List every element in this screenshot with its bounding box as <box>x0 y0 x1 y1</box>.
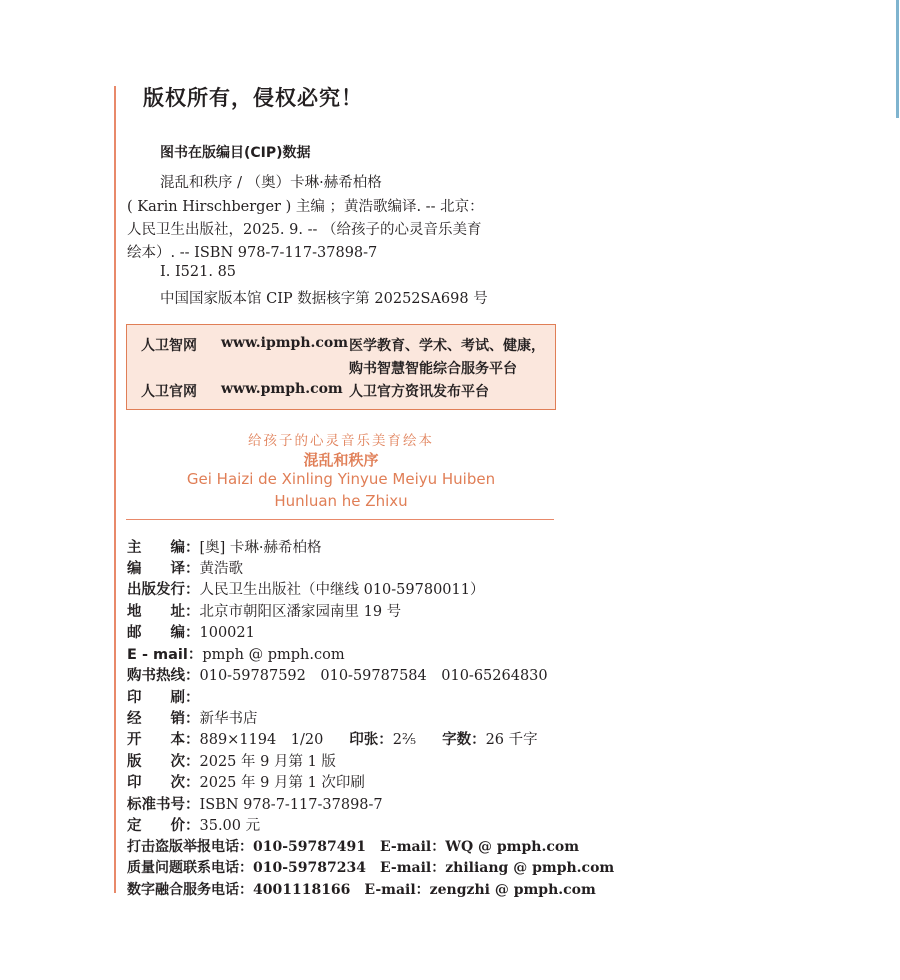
postcode-value: 100021 <box>199 625 255 641</box>
colophon-printer <box>127 686 200 707</box>
colophon-edition <box>127 750 336 771</box>
email-label: E - mail： <box>127 647 203 663</box>
platform-desc-ipmph-1: 医学教育、学术、考试、健康， <box>349 338 545 354</box>
price-label: 定 价： <box>127 818 200 834</box>
printer-label: 印 刷： <box>127 690 200 706</box>
publisher-label: 出版发行： <box>127 582 200 598</box>
colophon-format <box>127 728 538 749</box>
price-value: 35.00 元 <box>199 818 261 834</box>
left-margin-rule <box>114 86 116 893</box>
book-title-pinyin: Hunluan he Zhixu <box>274 492 408 510</box>
address-label: 地 址： <box>127 604 200 620</box>
words-value: 26 千字 <box>485 732 538 748</box>
title-divider <box>126 519 554 520</box>
editor-value: [奥] 卡琳·赫希柏格 <box>199 540 322 556</box>
platform-url-ipmph: www.ipmph.com <box>221 335 349 351</box>
colophon-hotline <box>127 664 548 685</box>
cip-line-6: 中国国家版本馆 CIP 数据核字第 20252SA698 号 <box>160 291 488 307</box>
sheets-label: 印张： <box>349 732 393 748</box>
editor-label: 主 编： <box>127 540 200 556</box>
digital-service-line: 数字融合服务电话：4001118166 E-mail：zengzhi @ pmph.com <box>127 882 596 898</box>
anti-piracy-line: 打击盗版举报电话：010-59787491 E-mail：WQ @ pmph.com <box>127 839 580 855</box>
printing-label: 印 次： <box>127 775 200 791</box>
postcode-label: 邮 编： <box>127 625 200 641</box>
platform-name-ipmph: 人卫智网 <box>141 338 197 354</box>
platform-desc-pmph: 人卫官方资讯发布平台 <box>349 384 489 400</box>
hotline-value: 010-59787592 010-59787584 010-65264830 <box>199 668 548 684</box>
colophon-translator <box>127 557 243 578</box>
colophon-distributor <box>127 707 258 728</box>
format-label: 开 本： <box>127 732 200 748</box>
colophon-editor <box>127 536 322 557</box>
cip-line-2: ( Karin Hirschberger ) 主编 ；黄浩歌编译. -- 北京： <box>127 199 484 215</box>
service-platform-box <box>126 324 556 410</box>
series-title-cn: 给孩子的心灵音乐美育绘本 <box>248 433 434 449</box>
cip-title: 图书在版编目(CIP)数据 <box>160 145 311 161</box>
distributor-label: 经 销： <box>127 711 200 727</box>
edition-value: 2025 年 9 月第 1 版 <box>199 754 336 770</box>
colophon-address <box>127 600 401 621</box>
cip-line-3: 人民卫生出版社，2025. 9. -- （给孩子的心灵音乐美育 <box>127 222 482 238</box>
edition-label: 版 次： <box>127 754 200 770</box>
series-title-pinyin: Gei Haizi de Xinling Yinyue Meiyu Huiben <box>186 470 496 488</box>
words-label: 字数： <box>442 732 486 748</box>
colophon-publisher <box>127 578 485 599</box>
copyright-notice: 版权所有，侵权必究！ <box>143 86 363 110</box>
isbn-label: 标准书号： <box>127 797 200 813</box>
colophon-printing <box>127 771 365 792</box>
cip-line-4: 绘本）. -- ISBN 978-7-117-37898-7 <box>127 245 378 261</box>
platform-desc-ipmph-2: 购书智慧智能综合服务平台 <box>349 361 517 377</box>
distributor-value: 新华书店 <box>199 711 258 727</box>
colophon-price <box>127 814 260 835</box>
hotline-label: 购书热线： <box>127 668 200 684</box>
cip-line-5: Ⅰ. I521. 85 <box>160 264 237 280</box>
colophon-isbn <box>127 793 383 814</box>
translator-value: 黄浩歌 <box>199 561 243 577</box>
email-value: pmph @ pmph.com <box>202 647 345 663</box>
colophon-email <box>127 643 345 664</box>
format-value: 889×1194 1/20 <box>199 732 324 748</box>
quality-contact-line: 质量问题联系电话：010-59787234 E-mail：zhiliang @ pmph.com <box>127 860 615 876</box>
address-value: 北京市朝阳区潘家园南里 19 号 <box>199 604 402 620</box>
right-edge-bar <box>896 0 899 118</box>
isbn-value: ISBN 978-7-117-37898-7 <box>199 797 383 813</box>
colophon-postcode <box>127 621 255 642</box>
platform-url-pmph: www.pmph.com <box>221 381 343 397</box>
printing-value: 2025 年 9 月第 1 次印刷 <box>199 775 365 791</box>
cip-line-1: 混乱和秩序 / （奥）卡琳·赫希柏格 <box>160 175 382 191</box>
book-title-cn: 混乱和秩序 <box>303 451 379 469</box>
publisher-value: 人民卫生出版社（中继线 010-59780011） <box>199 582 485 598</box>
platform-name-pmph: 人卫官网 <box>141 384 197 400</box>
sheets-value: 2⅖ <box>392 732 417 748</box>
translator-label: 编 译： <box>127 561 200 577</box>
